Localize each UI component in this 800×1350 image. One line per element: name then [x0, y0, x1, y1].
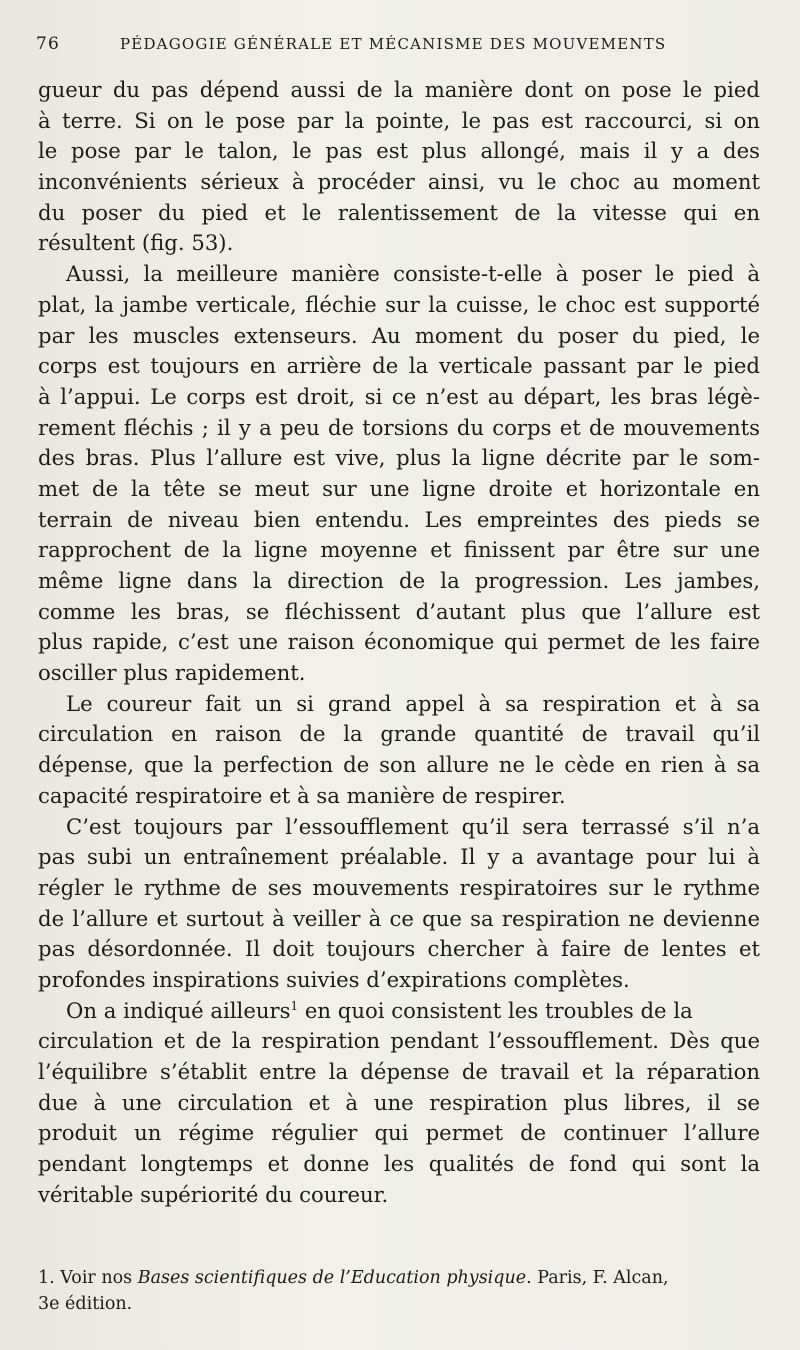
text-line: résultent (fig. 53). — [38, 230, 234, 256]
footnote-text: . Paris, F. Alcan, — [526, 1268, 669, 1288]
text-line: plat, la jambe verticale, fléchie sur la cuisse, le choc est supporté — [38, 291, 760, 317]
text-line: circulation en raison de la grande quantité de travail qu’il — [38, 721, 760, 747]
text-line: régler le rythme de ses mouvements respiratoires sur le rythme — [38, 874, 760, 900]
footnote-line: 3e édition. — [38, 1294, 133, 1314]
footnote — [38, 1265, 760, 1317]
text-line: Le coureur fait un si grand appel à sa respiration et à sa — [66, 690, 760, 716]
footnote-book-title: Bases scientifiques de l’Education physique — [137, 1268, 527, 1288]
text-line: du poser du pied et le ralentissement de la vitesse qui en — [38, 199, 760, 225]
text-fragment: en quoi consistent les troubles de la — [298, 997, 693, 1023]
text-line: pendant longtemps et donne les qualités de fond qui sont la — [38, 1151, 760, 1177]
text-line: profondes inspirations suivies d’expirations complètes. — [38, 966, 630, 992]
text-line: le pose par le talon, le pas est plus allongé, mais il y a des — [38, 138, 760, 164]
text-fragment: On a indiqué ailleurs — [66, 997, 291, 1023]
text-line: terrain de niveau bien entendu. Les empreintes des pieds se — [38, 506, 760, 532]
page-header — [36, 34, 760, 58]
text-line: l’équilibre s’établit entre la dépense de travail et la réparation — [38, 1059, 760, 1084]
text-line: à l’appui. Le corps est droit, si ce n’est au départ, les bras légè- — [38, 383, 760, 409]
text-line: par les muscles extenseurs. Au moment du poser du pied, le — [38, 322, 760, 348]
running-head: PÉDAGOGIE GÉNÉRALE ET MÉCANISME DES MOUVEMENTS — [120, 35, 667, 53]
footnote-text: Voir nos — [54, 1268, 138, 1288]
page-number: 76 — [36, 34, 61, 54]
text-line: même ligne dans la direction de la progression. Les jambes, — [38, 568, 760, 593]
footnote-number: 1. — [38, 1268, 55, 1288]
text-line: pas subi un entraînement préalable. Il y a avantage pour lui à — [38, 844, 760, 870]
text-line: osciller plus rapidement. — [38, 660, 306, 686]
text-line: pas désordonnée. Il doit toujours chercher à faire de lentes et — [38, 936, 760, 962]
footnote-line — [38, 1265, 760, 1291]
text-line: produit un régime régulier qui permet de continuer l’allure — [38, 1120, 760, 1146]
text-line: gueur du pas dépend aussi de la manière dont on pose le pied — [38, 77, 760, 102]
text-line: corps est toujours en arrière de la verticale passant par le pied — [38, 353, 760, 379]
text-line: circulation et de la respiration pendant l’essoufflement. Dès que — [38, 1028, 760, 1054]
text-line: due à une circulation et à une respiration plus libres, il se — [38, 1089, 760, 1115]
footnote-marker: 1 — [290, 998, 299, 1013]
text-line: des bras. Plus l’allure est vive, plus la ligne décrite par le som- — [38, 445, 760, 471]
text-line: véritable supériorité du coureur. — [38, 1181, 389, 1207]
text-line: Aussi, la meilleure manière consiste-t-elle à poser le pied à — [66, 261, 760, 287]
text-line: plus rapide, c’est une raison économique qui permet de les faire — [38, 629, 760, 655]
text-line: de l’allure et surtout à veiller à ce que sa respiration ne devienne — [38, 905, 760, 931]
body-text — [38, 75, 760, 1210]
text-line: dépense, que la perfection de son allure ne le cède en rien à sa — [38, 752, 760, 778]
text-line: inconvénients sérieux à procéder ainsi, vu le choc au moment — [38, 169, 760, 195]
text-line: C’est toujours par l’essoufflement qu’il sera terrassé s’il n’a — [66, 813, 760, 839]
text-line: comme les bras, se fléchissent d’autant plus que l’allure est — [38, 598, 760, 624]
text-line: à terre. Si on le pose par la pointe, le pas est raccourci, si on — [38, 107, 760, 133]
text-line: met de la tête se meut sur une ligne droite et horizontale en — [38, 475, 760, 501]
text-line: rement fléchis ; il y a peu de torsions du corps et de mouvements — [38, 414, 760, 440]
text-line: capacité respiratoire et à sa manière de respirer. — [38, 782, 566, 808]
text-line: rapprochent de la ligne moyenne et finissent par être sur une — [38, 537, 760, 563]
text-line-footnote-ref — [38, 996, 760, 1027]
